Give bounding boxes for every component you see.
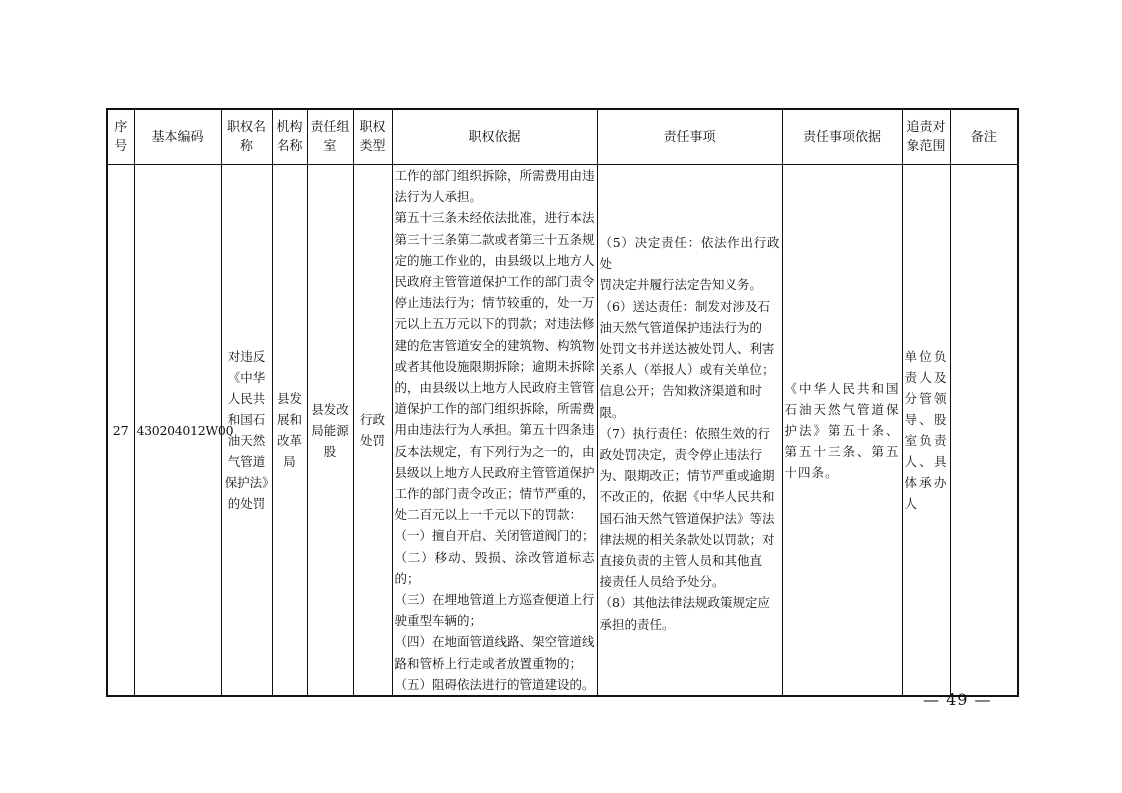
header-name: 职权名称 [221,109,272,165]
resp-line: 关系人（举报人）或有关单位； [599,362,775,378]
basis-line: 建的危害管道安全的建筑物、构筑物 [394,337,595,353]
basis-line: （二）移动、毁损、涂改管道标志的； [394,549,595,586]
basis-line: 路和管桥上行走或者放置重物的； [394,655,583,671]
basis-line: 第五十三条未经依法批准，进行本法 [394,210,595,226]
resp-line: （7）执行责任：依照生效的行 [599,425,770,441]
basis-line: 停止违法行为；情节较重的，处一万 [394,295,595,311]
header-scope: 追责对象范围 [902,109,950,165]
cell-type: 行政处罚 [353,165,392,697]
resp-text [600,165,780,635]
basis-line: 县级以上地方人民政府主管管道保护 [394,464,595,480]
resp-line: 接责任人员给予处分。 [599,574,725,590]
basis-line: 或者其他设施限期拆除；逾期未拆除 [394,358,595,374]
basis-line: 第三十三条第二款或者第三十五条规 [394,231,595,247]
basis-line: 反本法规定，有下列行为之一的，由 [394,443,595,459]
resp-line: （5）决定责任：依法作出行政处 [599,235,780,272]
basis-line: 的，由县级以上地方人民政府主管管 [394,380,595,396]
basis-line: 定的施工作业的，由县级以上地方人 [394,252,595,268]
basis-line: （五）阻碍依法进行的管道建设的。 [394,676,595,692]
basis-line: 道保护工作的部门组织拆除，所需费 [394,401,595,417]
header-resp: 责任事项 [597,109,782,165]
basis-line: 元以上五万元以下的罚款；对违法修 [394,316,595,332]
header-remark: 备注 [950,109,1018,165]
basis-line: 驶重型车辆的； [394,613,483,629]
header-basis: 职权依据 [392,109,597,165]
resp-line: 国石油天然气管道保护法》等法 [599,510,775,526]
table-row [107,165,1018,697]
resp-line: 罚决定并履行法定告知义务。 [599,277,763,293]
responsibility-table [106,108,1019,697]
basis-line: 法行为人承担。 [394,189,483,205]
header-seq: 序号 [107,109,134,165]
resp-line: 律法规的相关条款处以罚款；对 [599,531,775,547]
basis-line: 处二百元以上一千元以下的罚款： [394,507,583,523]
cell-dept: 县发改局能源股 [307,165,353,697]
cell-basis [392,165,597,697]
cell-agency: 县发展和改革局 [272,165,307,697]
resp-line: 限。 [599,404,625,420]
resp-line: 处罚文书并送达被处罚人、利害 [599,341,775,357]
resp-line: 不改正的，依据《中华人民共和 [599,489,775,505]
cell-code: 430204012W00 [134,165,221,697]
basis-line: （三）在埋地管道上方巡查便道上行 [394,592,595,608]
basis-line: （四）在地面管道线路、架空管道线 [394,634,595,650]
header-dept: 责任组室 [307,109,353,165]
cell-resp [597,165,782,697]
resp-line: 信息公开；告知救济渠道和时 [599,383,763,399]
resp-line: （6）送达责任：制发对涉及石 [599,298,770,314]
header-code: 基本编码 [134,109,221,165]
cell-resp-basis: 《中华人民共和国石油天然气管道保护法》第五十条、第五十三条、第五十四条。 [782,165,902,697]
header-resp-basis: 责任事项依据 [782,109,902,165]
basis-line: 民政府主管管道保护工作的部门责令 [394,274,595,290]
resp-line: 直接负责的主管人员和其他直 [599,553,763,569]
basis-text [395,165,595,695]
cell-seq: 27 [107,165,134,697]
resp-line: 政处罚决定，责令停止违法行 [599,447,763,463]
resp-line: 为、限期改正；情节严重或逾期 [599,468,775,484]
resp-line: （8）其他法律法规政策规定应 [599,595,770,611]
basis-line: 工作的部门组织拆除，所需费用由违 [394,168,595,183]
header-row [107,109,1018,165]
basis-line: 用由违法行为人承担。第五十四条违 [394,422,595,438]
cell-name: 对违反《中华人民共和国石油天然气管道保护法》的处罚 [221,165,272,697]
basis-line: 工作的部门责令改正；情节严重的， [394,486,595,502]
header-agency: 机构名称 [272,109,307,165]
page-number: — 49 — [923,690,992,709]
basis-line: （一）擅自开启、关闭管道阀门的； [394,528,595,544]
resp-line: 承担的责任。 [599,616,675,632]
cell-remark [950,165,1018,697]
header-type: 职权类型 [353,109,392,165]
cell-scope: 单位负责人及分管领导、股室负责人、具体承办人 [902,165,950,697]
resp-line: 油天然气管道保护违法行为的 [599,319,763,335]
